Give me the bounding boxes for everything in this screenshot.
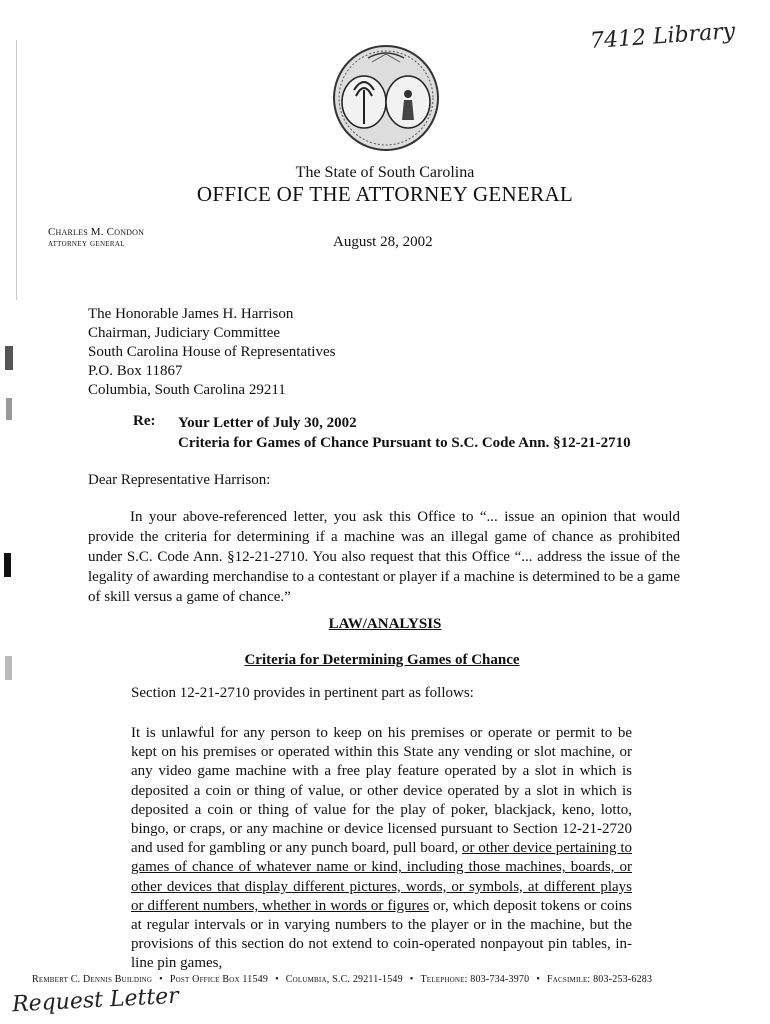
- address-line: P.O. Box 11867: [88, 363, 183, 379]
- section-intro: Section 12-21-2710 provides in pertinent part as follows:: [131, 685, 474, 701]
- criteria-heading: [0, 652, 770, 669]
- re-subject: [178, 413, 631, 453]
- bullet-icon: •: [409, 974, 414, 985]
- attorney-general-name: Charles M. Condon: [48, 226, 145, 238]
- re-label: Re:: [133, 413, 156, 429]
- state-name: The State of South Carolina: [295, 164, 475, 181]
- attorney-general-title: attorney general: [48, 238, 125, 249]
- bullet-icon: •: [275, 974, 279, 985]
- recipient-address: [88, 305, 335, 400]
- state-seal-icon: [332, 44, 440, 152]
- law-analysis-heading: LAW/ANALYSIS: [328, 616, 442, 632]
- salutation: Dear Representative Harrison:: [88, 472, 271, 488]
- scan-artifact: [5, 656, 12, 680]
- letterhead-footer: [32, 974, 652, 985]
- footer-building: Rembert C. Dennis Building: [32, 974, 153, 985]
- footer-facsimile: Facsimile: 803-253-6283: [547, 974, 653, 985]
- handwritten-library-note: 7412 Library: [589, 18, 736, 55]
- quote-underlined: or other device pertaining to games of chance of whatever name or kind, including those machines, boards, or other devices that display different pictures, words, or symbols, at different plays or different numbers, whether in words or figures: [131, 840, 632, 914]
- scan-artifact: [5, 346, 13, 370]
- address-line: The Honorable James H. Harrison: [88, 306, 294, 322]
- quote-part-1: It is unlawful for any person to keep on his premises or operate or permit to be kept on his premises or operated within this State any vending or slot machine, or any video game machine with a free play feature operated by a slot in which is deposited a coin or thing of value, or other device operated by a slot in which is deposited a coin or thing of value for the play of poker, blackjack, keno, lotto, bingo, or craps, or any machine or device licensed pursuant to Section 12-21-2720 and used for gambling or any punch board, pull board,: [131, 725, 632, 857]
- intro-paragraph: In your above-referenced letter, you ask this Office to “... issue an opinion that would provide the criteria for determining if a machine was an illegal game of chance as prohibited under S.C. Code Ann. §12-21-2710. You also request that this Office “... address the issue of the legality of awarding merchandise to a contestant or player if a machine is determined to be a game of skill versus a game of chance.”: [88, 509, 680, 605]
- address-line: Chairman, Judiciary Committee: [88, 325, 281, 341]
- re-line-1: Your Letter of July 30, 2002: [178, 415, 357, 431]
- address-line: South Carolina House of Representatives: [88, 344, 336, 360]
- footer-po-box: Post Office Box 11549: [169, 974, 269, 985]
- footer-telephone: Telephone: 803-734-3970: [420, 974, 530, 985]
- statute-quote: [131, 724, 632, 974]
- criteria-heading-text: Criteria for Determining Games of Chance: [244, 652, 520, 668]
- address-line: Columbia, South Carolina 29211: [88, 382, 286, 398]
- office-title: OFFICE OF THE ATTORNEY GENERAL: [196, 182, 574, 206]
- re-line-2: Criteria for Games of Chance Pursuant to S.C. Code Ann. §12-21-2710: [178, 435, 631, 451]
- bullet-icon: •: [159, 974, 163, 985]
- scan-artifact: [6, 398, 12, 420]
- scan-artifact: [4, 553, 11, 577]
- letter-date: August 28, 2002: [333, 234, 433, 250]
- handwritten-request-note: Request Letter: [11, 983, 180, 1018]
- bullet-icon: •: [536, 974, 541, 985]
- scan-artifact: [16, 40, 17, 300]
- quote-part-2: or, which deposit tokens or coins at regular intervals or in varying numbers to the player or in the machine, but the provisions of this section do not extend to coin-operated nonpayout pin tables, in-line pin games,: [131, 897, 633, 972]
- footer-city: Columbia, S.C. 29211-1549: [285, 974, 403, 985]
